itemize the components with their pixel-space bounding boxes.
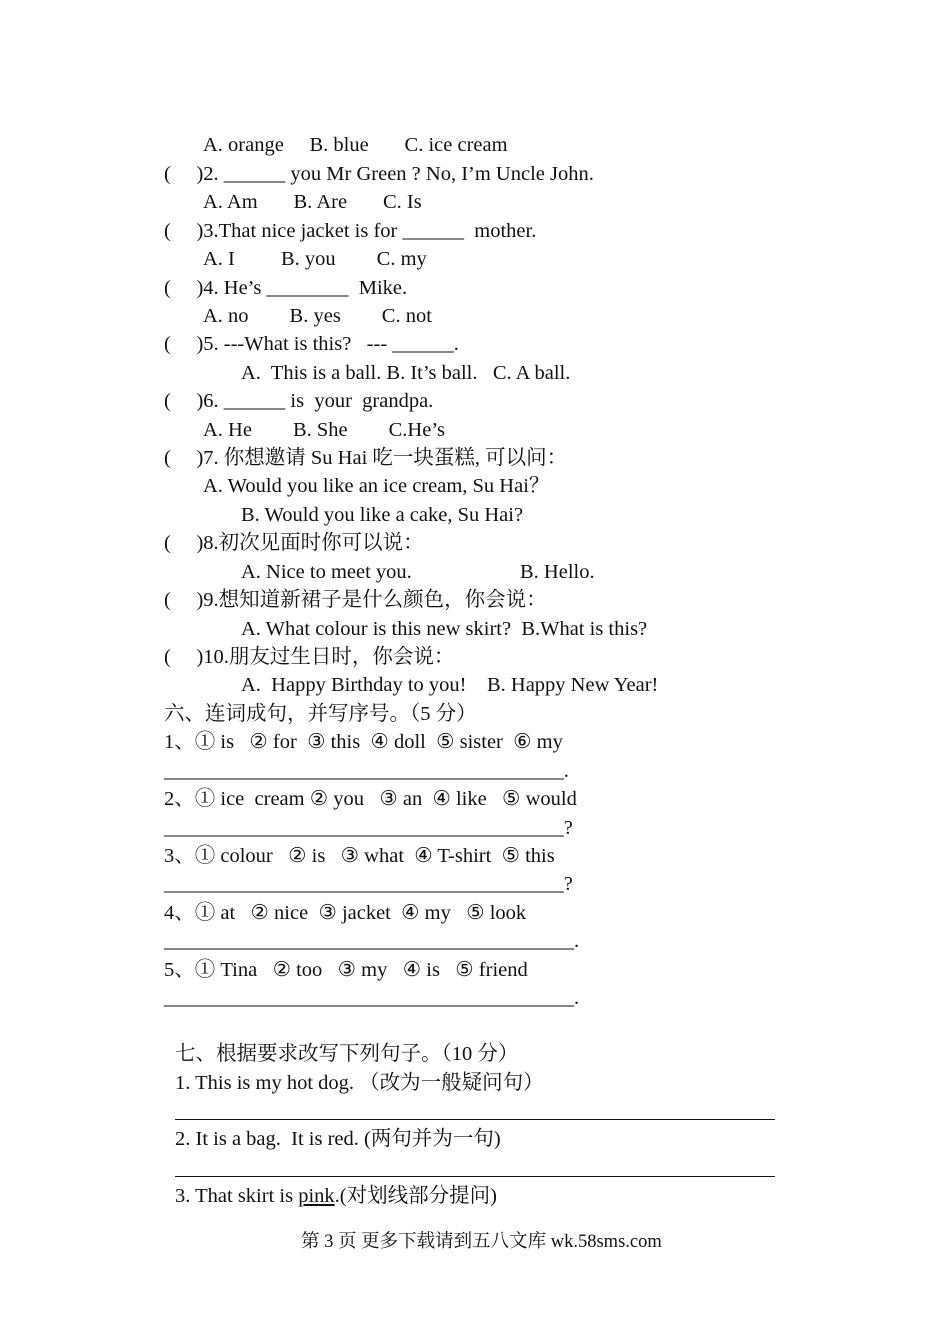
- s6-item-2-words: 2、① ice cream ② you ③ an ④ like ⑤ would: [164, 788, 577, 810]
- q10-options: A. Happy Birthday to you! B. Happy New Year!: [241, 674, 659, 696]
- s6-item-3-answer-line: _______________________________________?: [164, 873, 573, 895]
- question-8: ( )8.初次见面时你可以说：: [164, 532, 424, 554]
- s7-item-3: [175, 1183, 497, 1209]
- s6-item-1-words: 1、① is ② for ③ this ④ doll ⑤ sister ⑥ my: [164, 731, 563, 753]
- page-footer: 第 3 页 更多下载请到五八文库 wk.58sms.com: [301, 1232, 662, 1252]
- question-7: ( )7. 你想邀请 Su Hai 吃一块蛋糕, 可以问：: [164, 447, 568, 469]
- s6-item-5-words: 5、① Tina ② too ③ my ④ is ⑤ friend: [164, 959, 528, 981]
- q3-options: A. I B. you C. my: [203, 248, 427, 270]
- q4-options: A. no B. yes C. not: [203, 305, 432, 327]
- s7-item-3-suffix: .(对划线部分提问): [334, 1185, 497, 1207]
- section-7-title: 七、根据要求改写下列句子。（10 分）: [175, 1043, 519, 1065]
- s7-item-3-underlined-word: pink: [298, 1185, 335, 1207]
- q5-options: A. This is a ball. B. It’s ball. C. A ball.: [241, 362, 571, 384]
- question-9: ( )9.想知道新裙子是什么颜色，你会说：: [164, 589, 547, 611]
- question-4: ( )4. He’s ________ Mike.: [164, 277, 408, 299]
- s6-item-3-words: 3、① colour ② is ③ what ④ T-shirt ⑤ this: [164, 845, 555, 867]
- question-10: ( )10.朋友过生日时，你会说：: [164, 646, 455, 668]
- q2-options: A. Am B. Are C. Is: [203, 191, 422, 213]
- s6-item-4-answer-line: ________________________________________.: [164, 930, 580, 952]
- s7-item-2: 2. It is a bag. It is red. (两句并为一句): [175, 1128, 501, 1150]
- s7-item-1-answer-line: [175, 1119, 775, 1120]
- question-5: ( )5. ---What is this? --- ______.: [164, 333, 459, 355]
- q6-options: A. He B. She C.He’s: [203, 419, 446, 441]
- s6-item-4-words: 4、① at ② nice ③ jacket ④ my ⑤ look: [164, 902, 527, 924]
- q9-options: A. What colour is this new skirt? B.What is this?: [241, 618, 648, 640]
- q7-option-a: A. Would you like an ice cream, Su Hai？: [203, 475, 550, 497]
- q8-option-a: A. Nice to meet you.: [241, 561, 412, 583]
- question-2: ( )2. ______ you Mr Green ? No, I’m Uncle John.: [164, 163, 594, 185]
- question-6: ( )6. ______ is your grandpa.: [164, 390, 434, 412]
- section-6-title: 六、连词成句，并写序号。（5 分）: [164, 703, 477, 725]
- question-3: ( )3.That nice jacket is for ______ mother.: [164, 220, 537, 242]
- s7-item-1: 1. This is my hot dog. （改为一般疑问句）: [175, 1072, 544, 1094]
- q1-options: A. orange B. blue C. ice cream: [203, 134, 508, 156]
- q7-option-b: B. Would you like a cake, Su Hai?: [241, 504, 524, 526]
- s7-item-3-prefix: 3. That skirt is: [175, 1185, 299, 1207]
- s7-item-2-answer-line: [175, 1176, 775, 1177]
- s6-item-1-answer-line: _______________________________________.: [164, 760, 569, 782]
- q8-option-b: B. Hello.: [520, 561, 595, 583]
- s6-item-2-answer-line: _______________________________________?: [164, 817, 573, 839]
- s6-item-5-answer-line: ________________________________________.: [164, 987, 580, 1009]
